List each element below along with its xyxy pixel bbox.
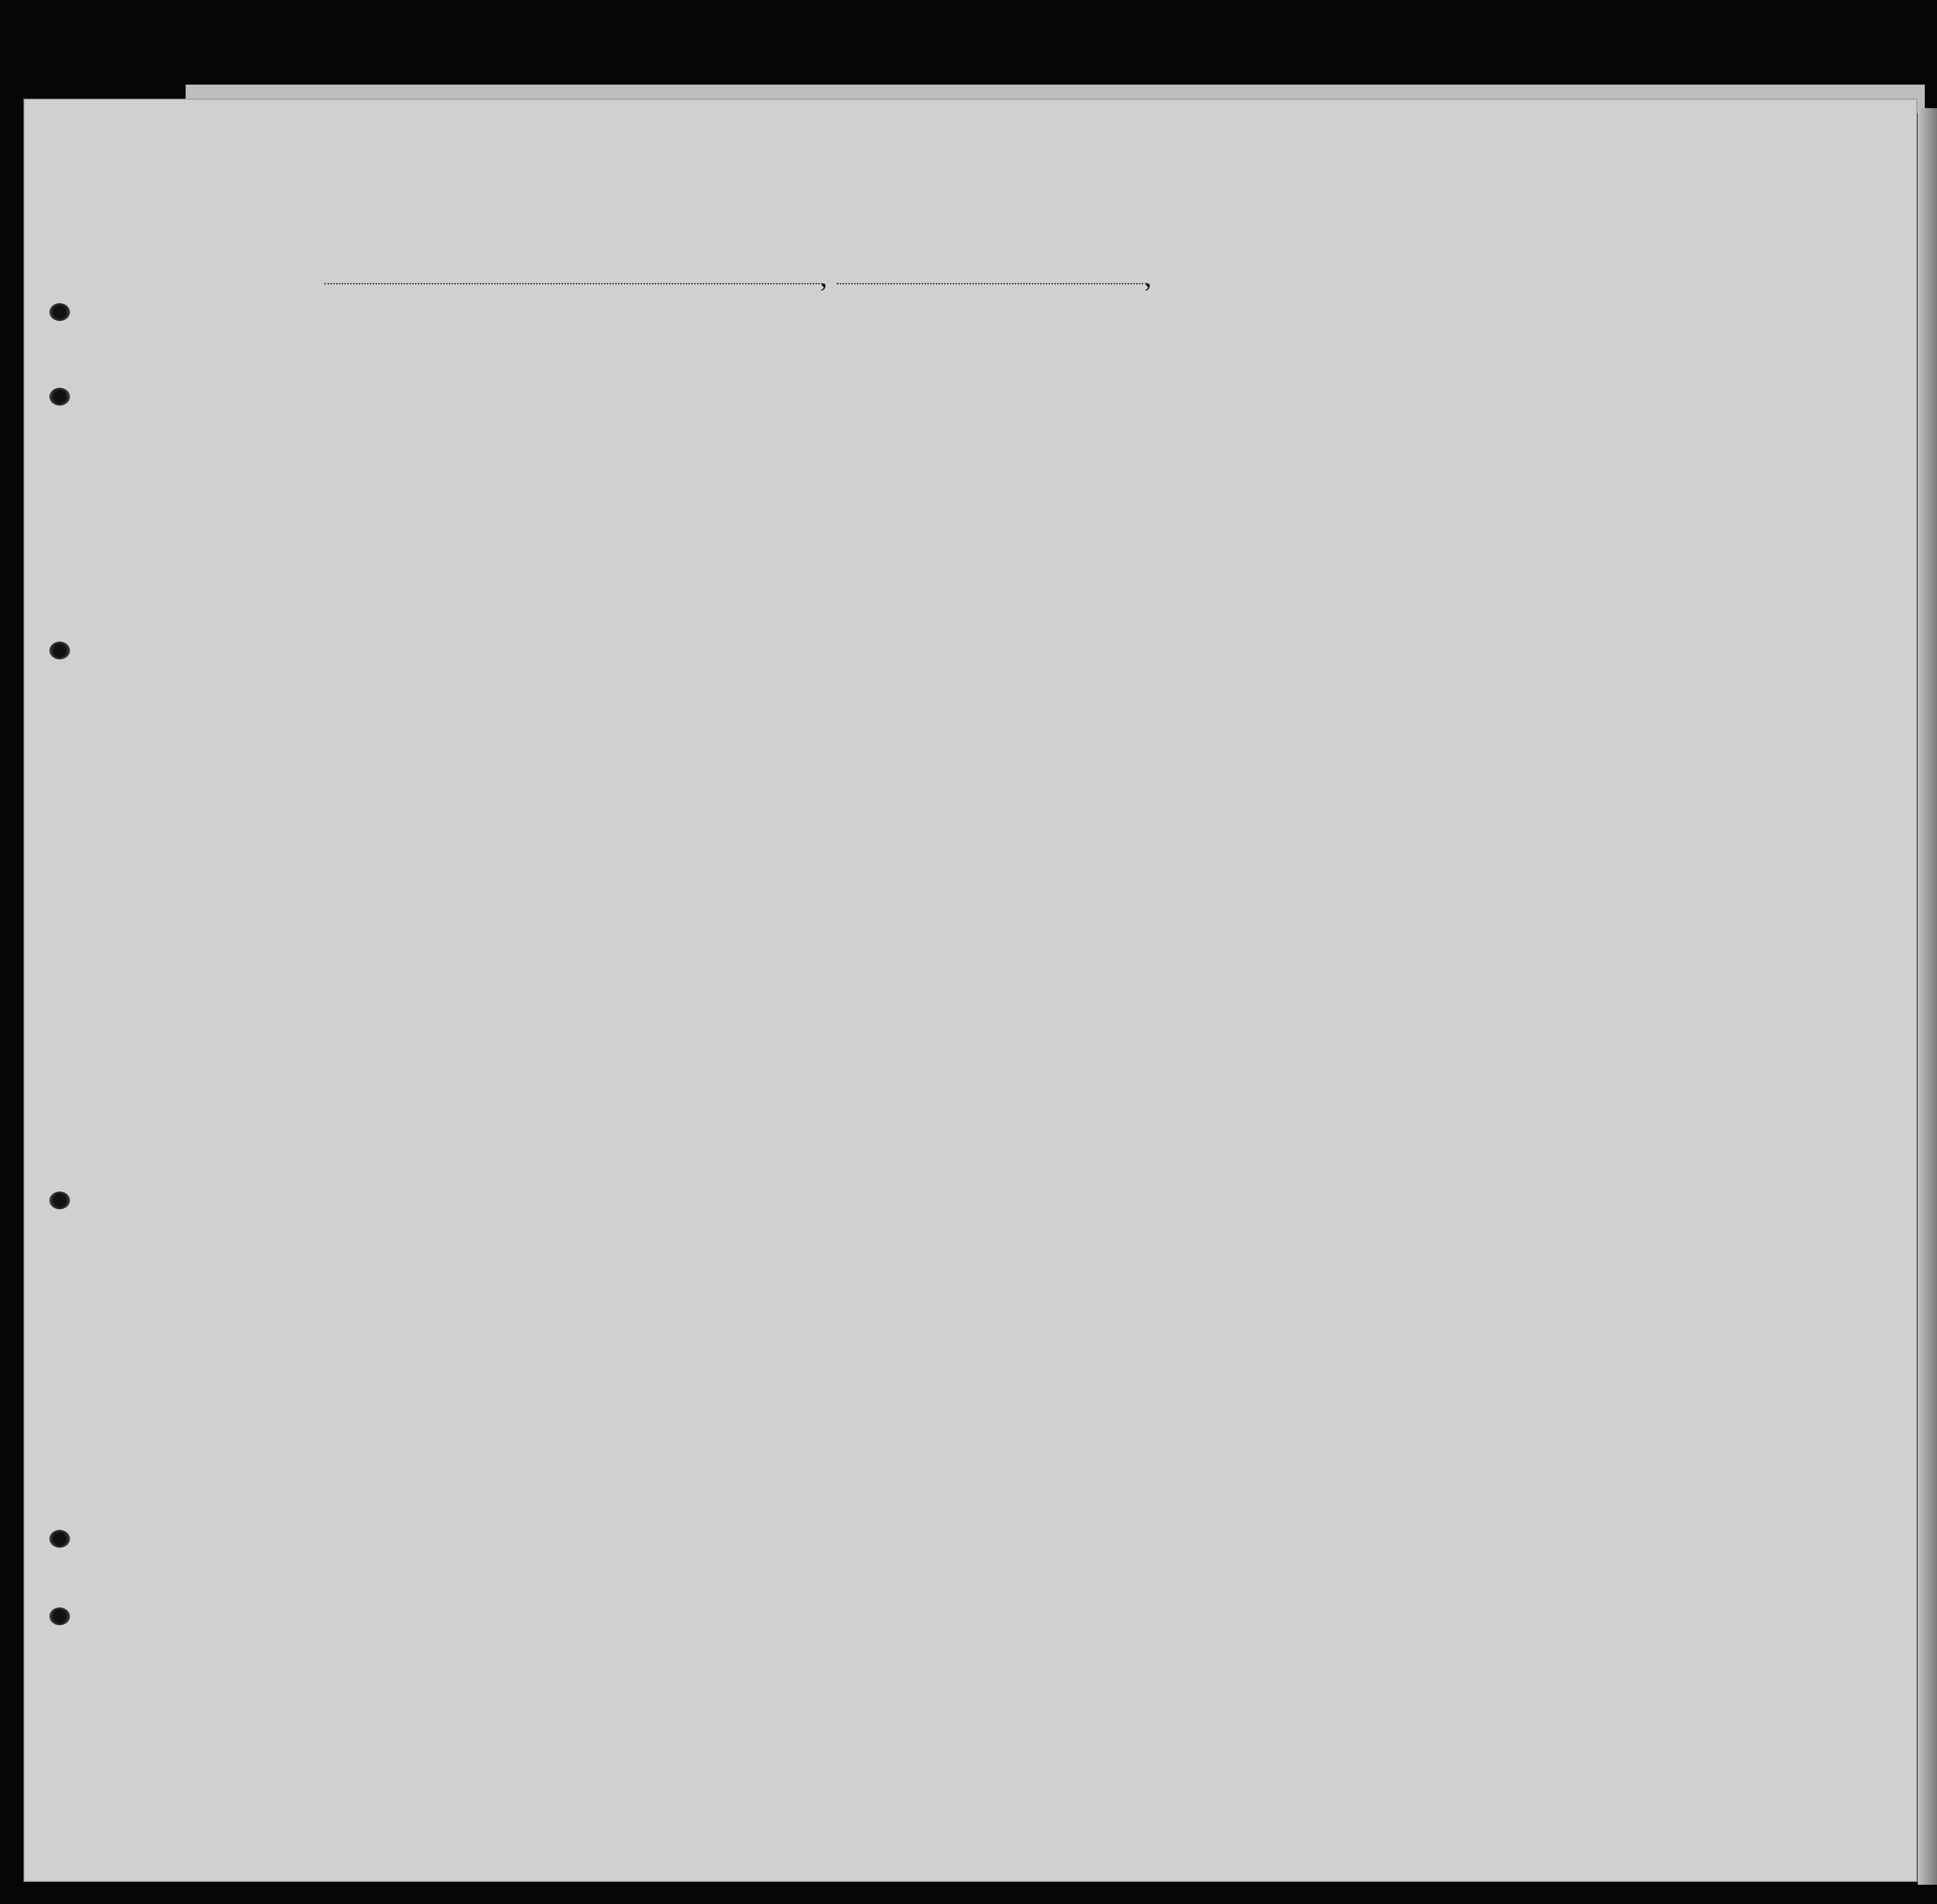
comma: , — [820, 261, 827, 292]
comma: , — [1145, 261, 1152, 292]
